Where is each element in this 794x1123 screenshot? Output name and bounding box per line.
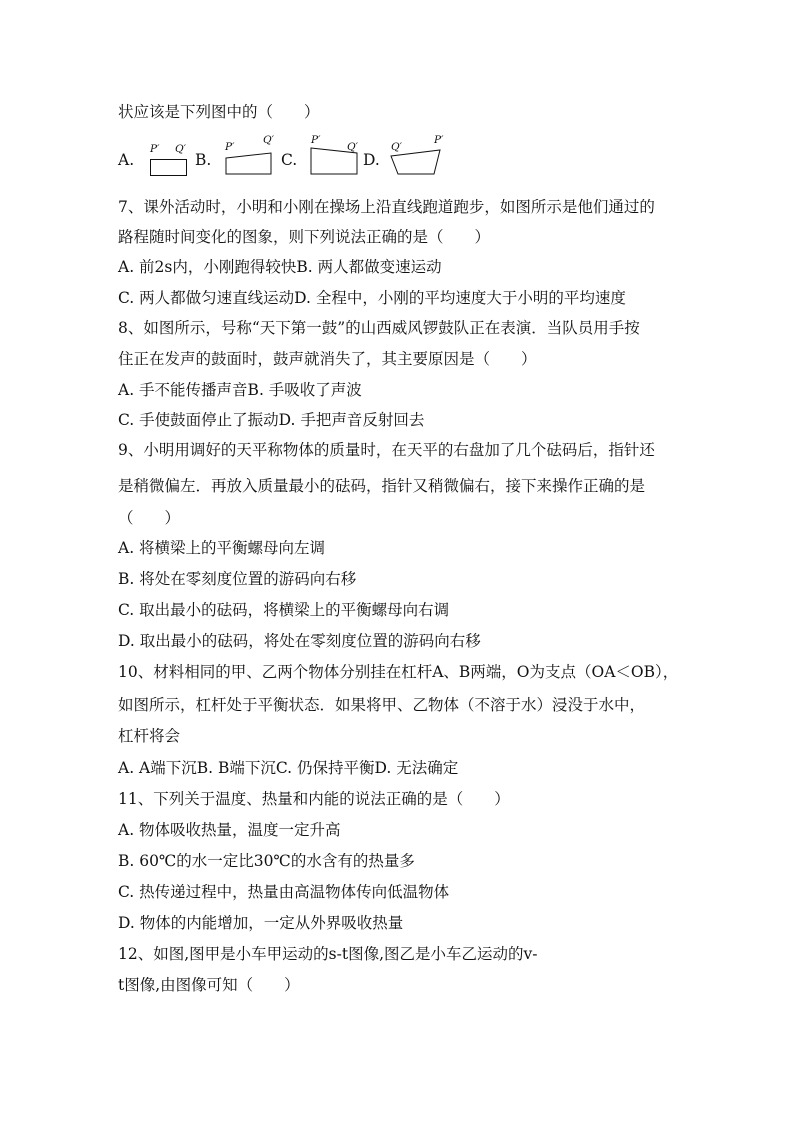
option-b-q-label: Q′: [263, 134, 274, 146]
question-9-stem-line-3: （ ）: [118, 509, 181, 527]
question-6-options: [118, 134, 458, 178]
question-10-stem-line-1: 10、材料相同的甲、乙两个物体分别挂在杠杆A、B两端，O为支点（OA＜OB），: [118, 663, 679, 681]
question-9-option-a: A. 将横梁上的平衡螺母向左调: [118, 539, 326, 557]
question-9-option-b: B. 将处在零刻度位置的游码向右移: [118, 570, 357, 588]
option-d-trapezoid: [390, 148, 442, 178]
question-9-option-c: C. 取出最小的砝码，将横梁上的平衡螺母向右调: [118, 601, 450, 619]
question-11-option-b: B. 60℃的水一定比30℃的水含有的热量多: [118, 852, 415, 870]
option-d-p-label: P′: [434, 134, 444, 146]
option-b-p-label: P′: [225, 141, 235, 153]
question-11-stem: 11、下列关于温度、热量和内能的说法正确的是（ ）: [118, 790, 510, 808]
question-12-stem-line-1: 12、如图,图甲是小车甲运动的s-t图像,图乙是小车乙运动的v-: [118, 945, 538, 963]
question-8-options-ab: A. 手不能传播声音B. 手吸收了声波: [118, 381, 362, 399]
question-8-stem-line-1: 8、如图所示，号称“天下第一鼓”的山西威风锣鼓队正在表演．当队员用手按: [118, 319, 640, 337]
option-a-q-label: Q′: [175, 143, 186, 155]
option-b-letter: B.: [195, 151, 212, 169]
option-d-q-label: Q′: [391, 141, 402, 153]
question-10-stem-line-3: 杠杆将会: [118, 727, 181, 745]
question-9-stem-line-2: 是稍微偏左．再放入质量最小的砝码，指针又稍微偏右，接下来操作正确的是: [118, 477, 646, 495]
option-a-letter: A.: [118, 151, 135, 169]
question-11-option-d: D. 物体的内能增加，一定从外界吸收热量: [118, 914, 404, 932]
question-9-stem-line-1: 9、小明用调好的天平称物体的质量时，在天平的右盘加了几个砝码后，指针还: [118, 441, 655, 459]
question-7-stem-line-2: 路程随时间变化的图象，则下列说法正确的是（ ）: [118, 228, 491, 246]
option-d-letter: D.: [363, 151, 380, 169]
question-7-options-ab: A. 前2s内，小刚跑得较快B. 两人都做变速运动: [118, 258, 442, 276]
question-9-option-d: D. 取出最小的砝码，将处在零刻度位置的游码向右移: [118, 632, 481, 650]
question-7-options-cd: C. 两人都做匀速直线运动D. 全程中，小刚的平均速度大于小明的平均速度: [118, 289, 626, 307]
option-a-p-label: P′: [150, 143, 160, 155]
question-8-options-cd: C. 手使鼓面停止了振动D. 手把声音反射回去: [118, 411, 425, 429]
option-c-q-label: Q′: [347, 141, 358, 153]
question-6-stem-tail: 状应该是下列图中的（ ）: [118, 103, 320, 121]
option-b-trapezoid: [225, 148, 273, 178]
question-10-options: A. A端下沉B. B端下沉C. 仍保持平衡D. 无法确定: [118, 759, 459, 777]
question-10-stem-line-2: 如图所示，杠杆处于平衡状态．如果将甲、乙物体（不溶于水）浸没于水中，: [118, 696, 646, 714]
option-c-letter: C.: [281, 151, 298, 169]
question-7-stem-line-1: 7、课外活动时，小明和小刚在操场上沿直线跑道跑步，如图所示是他们通过的: [118, 198, 655, 216]
option-c-p-label: P′: [311, 134, 321, 146]
question-8-stem-line-2: 住正在发声的鼓面时，鼓声就消失了，其主要原因是（ ）: [118, 350, 537, 368]
option-a-rectangle: [150, 159, 188, 177]
option-c-trapezoid: [310, 146, 360, 176]
question-11-option-a: A. 物体吸收热量，温度一定升高: [118, 821, 341, 839]
question-11-option-c: C. 热传递过程中，热量由高温物体传向低温物体: [118, 883, 450, 901]
question-12-stem-line-2: t图像,由图像可知（ ）: [118, 976, 300, 994]
